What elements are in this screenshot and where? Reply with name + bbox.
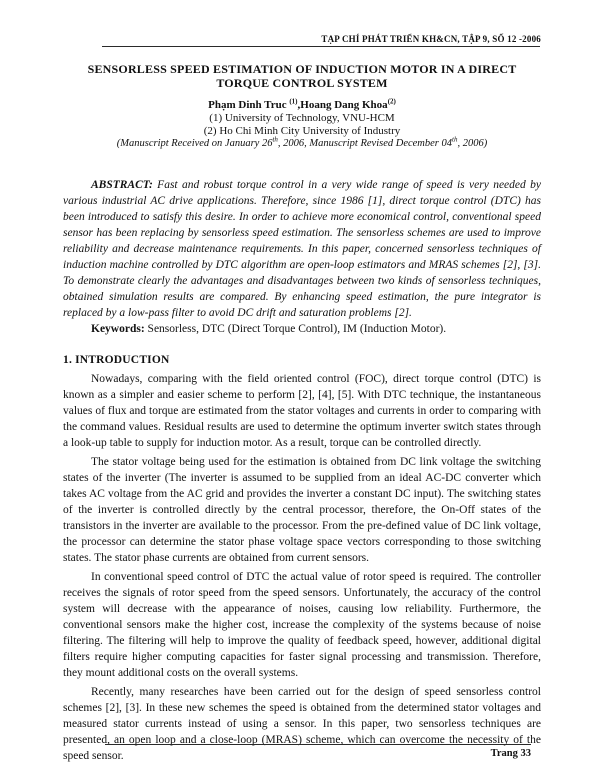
abstract-paragraph: [63, 177, 541, 321]
intro-paragraph-3: In conventional speed control of DTC the actual value of rotor speed is required. The controller receives the signals of rotor speed from the speed sensors. Unfortunately, the accuracy of the control system will decrease with the appearance of noises, causing low reliability. Furthermore, the conventional sensors make the higher cost, increase the complexity of the systems because of noise filtering. The filtering will help to improve the quality of feedback speed, however, additional digital filters require higher computing capacities for faster signal processing and transmission. Therefore, they mount additional costs on the overall systems.: [63, 571, 541, 679]
page-number: Trang 33: [490, 748, 531, 759]
abstract-text: Fast and robust torque control in a very wide range of speed is very needed by various industrial AC drive applications. Therefore, since 1986 [1], direct torque control (DTC) has been introduced to satisfy this desire. In order to achieve more economical control, conventional speed sensor has been replacing by sensorless speed estimation. The sensorless schemes are used to improve reliability and decrease maintenance requirements. In this paper, concerned sensorless techniques of induction machine controlled by DTC algorithm are open-loop estimators and MRAS schemes [2], [3]. To demonstrate clearly the advantages and disadvantages between two kinds of sensorless techniques, obtained simulation results are compared. By enhancing speed estimation, the pure integrator is replaced by a low-pass filter to avoid DC drift and saturation problems [2].: [63, 179, 541, 319]
affiliation-2: (2) Ho Chi Minh City University of Industry: [203, 124, 401, 137]
manuscript-part-3: , 2006): [457, 138, 488, 149]
affiliation-1: (1) University of Technology, VNU-HCM: [209, 112, 395, 124]
abstract-label: ABSTRACT:: [91, 179, 153, 191]
authors-line: [63, 99, 541, 112]
manuscript-note: [63, 135, 541, 150]
intro-paragraph-1: Nowadays, comparing with the field oriented control (FOC), direct torque control (DTC) is known as a simpler and easier scheme to perform [2], [4], [5]. With DTC technique, the instantaneous values of flux and torque are estimated from the stator voltages and currents in order to comparing with the command values. Residual results are used to determine the optimum inverter switch states through a look-up table to supply for induction motor. As a result, torque can be controlled directly.: [63, 373, 541, 449]
page-footer: [105, 744, 531, 759]
manuscript-part-2: , 2006, Manuscript Revised December 04: [277, 138, 453, 149]
author-1-name: Phạm Dinh Truc: [208, 99, 290, 111]
manuscript-sup-2: th: [452, 135, 458, 144]
keywords-text: Sensorless, DTC (Direct Torque Control), IM (Induction Motor).: [144, 323, 447, 335]
keywords-label: Keywords:: [91, 323, 145, 335]
paper-title: SENSORLESS SPEED ESTIMATION OF INDUCTION MOTOR IN A DIRECT TORQUE CONTROL SYSTEM: [87, 62, 517, 90]
author-1-affiliation-mark: (1): [289, 97, 298, 106]
author-2-affiliation-mark: (2): [387, 97, 396, 106]
keywords-line: [63, 321, 541, 337]
author-2-name: Hoang Dang Khoa: [300, 99, 388, 111]
manuscript-part-1: (Manuscript Received on January 26: [116, 138, 273, 149]
journal-header: TẠP CHÍ PHÁT TRIỂN KH&CN, TẬP 9, SỐ 12 -2006: [321, 34, 541, 44]
section-heading-introduction: 1. INTRODUCTION: [63, 354, 170, 366]
intro-paragraph-2: The stator voltage being used for the estimation is obtained from DC link voltage the switching states of the inverter (The inverter is assumed to be supplied from an ideal AC-DC converter which takes AC voltage from the AC grid and provides the inverter a constant DC input). The switching states of the inverter is controlled directly by the central processor, therefore, the On-Off states of the transistors in the inverter are available to the processor. From the pre-defined value of DC link voltage, the processor can determine the stator phase voltage space vectors corresponding to those switching states. The stator phase currents are obtained from current sensors.: [63, 456, 541, 564]
header-rule: [102, 46, 540, 47]
intro-paragraph-4: Recently, many researches have been carried out for the design of speed sensorless control schemes [2], [3]. In these new schemes the speed is obtained from the determined stator voltages and measured stator currents instead of using a sensor. In this paper, two sensorless techniques are presented, an open loop and a close-loop (MRAS) scheme, which can overcome the necessity of the speed sensor.: [63, 686, 541, 762]
authors-separator: ,: [297, 99, 301, 111]
manuscript-sup-1: th: [272, 135, 278, 144]
page-content: [63, 0, 541, 764]
